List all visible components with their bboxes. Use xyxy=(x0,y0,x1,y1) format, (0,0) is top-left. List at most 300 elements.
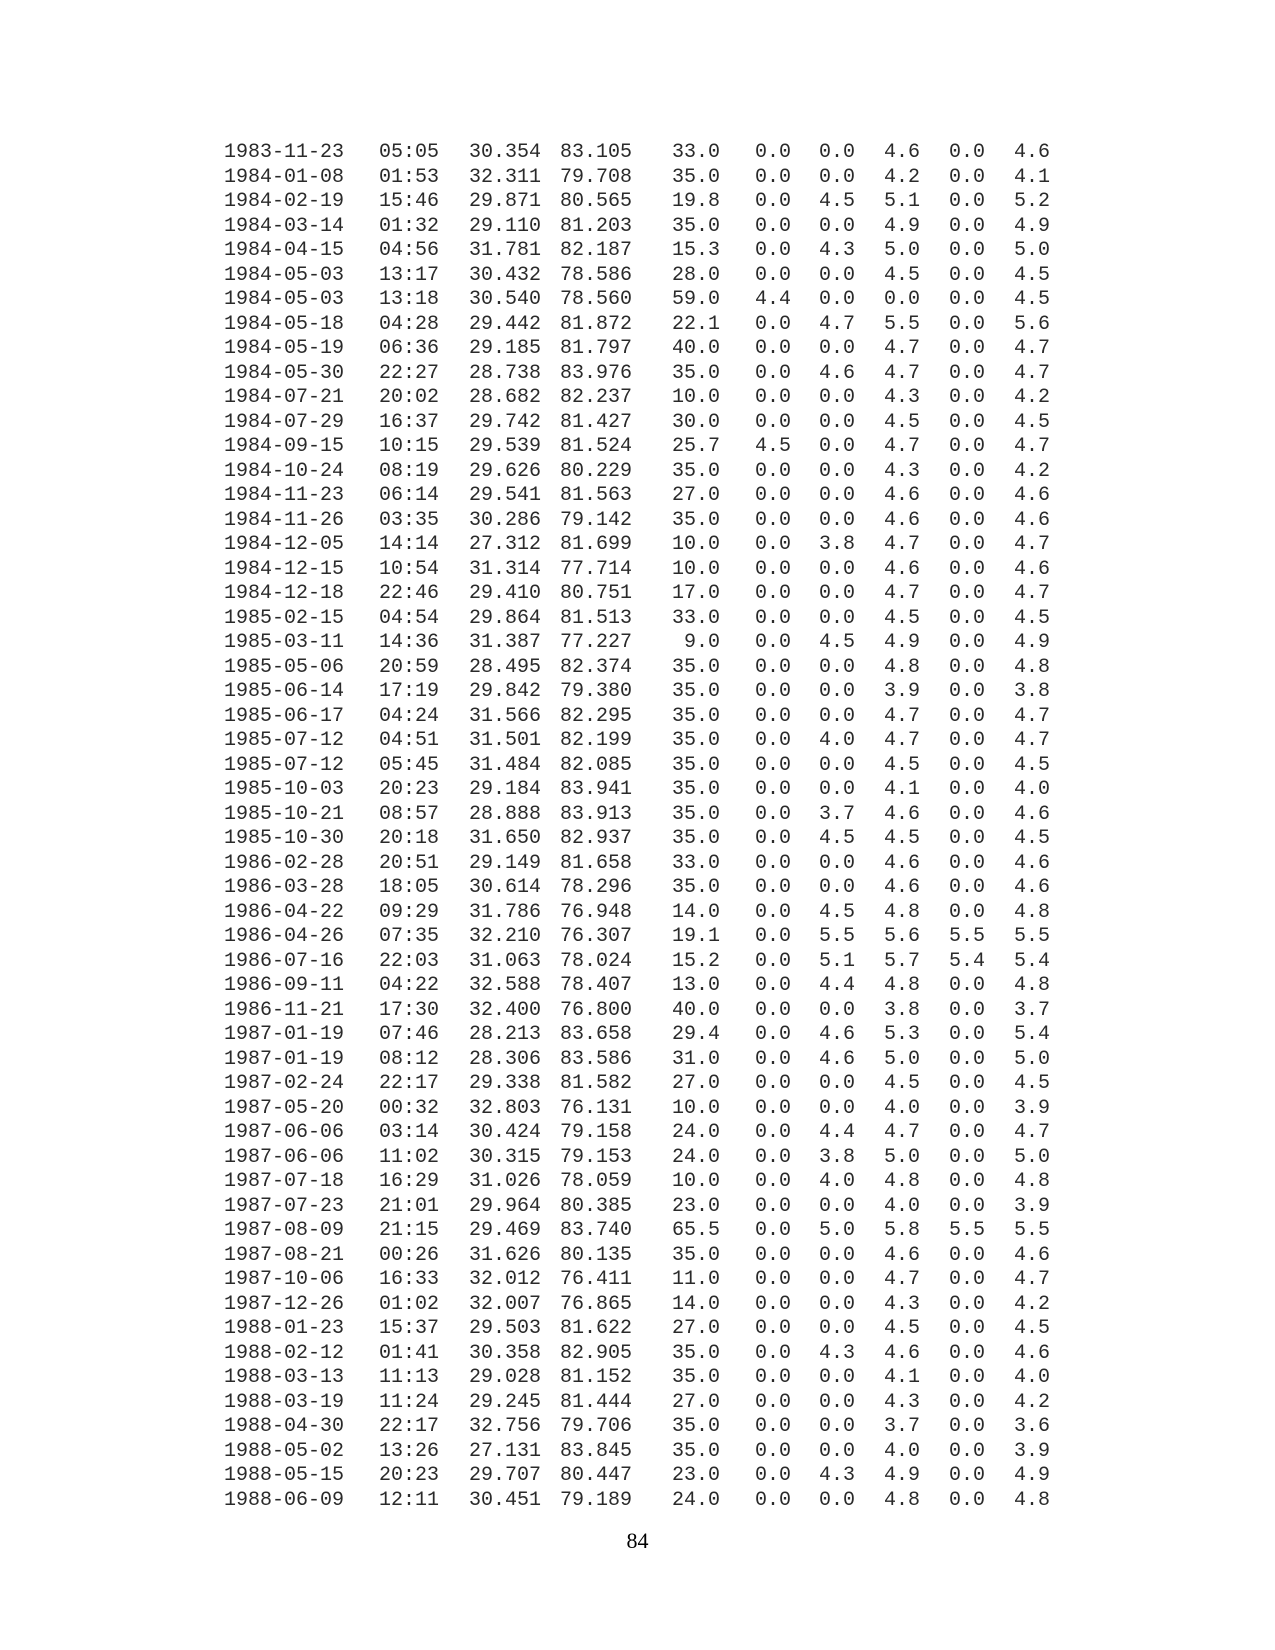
table-cell: 0.0 xyxy=(949,827,986,850)
table-cell: 78.024 xyxy=(560,949,633,973)
table-cell: 4.2 xyxy=(1014,459,1051,483)
table-row xyxy=(224,264,1054,289)
table-cell: 0.0 xyxy=(949,1341,986,1365)
table-cell: 4.6 xyxy=(884,557,921,581)
table-cell: 4.1 xyxy=(884,1366,921,1389)
table-cell: 0.0 xyxy=(949,1170,986,1193)
table-cell: 81.699 xyxy=(560,533,633,556)
table-cell: 79.142 xyxy=(560,508,633,532)
table-cell: 81.797 xyxy=(560,337,633,360)
table-cell: 4.7 xyxy=(884,704,921,728)
table-cell: 82.085 xyxy=(560,753,633,777)
table-cell: 0.0 xyxy=(949,410,986,434)
table-cell: 30.451 xyxy=(469,1488,542,1512)
table-cell: 3.8 xyxy=(1014,680,1051,703)
table-cell: 81.444 xyxy=(560,1390,633,1414)
table-cell: 0.0 xyxy=(755,1145,792,1169)
table-cell: 00:32 xyxy=(379,1096,440,1120)
table-cell: 01:02 xyxy=(379,1292,440,1316)
table-cell: 1988-04-30 xyxy=(224,1415,345,1438)
table-cell: 4.6 xyxy=(1014,508,1051,532)
table-cell: 04:54 xyxy=(379,606,440,630)
table-cell: 4.6 xyxy=(1014,851,1051,875)
table-cell: 22:17 xyxy=(379,1415,440,1438)
table-cell: 4.8 xyxy=(884,1170,921,1193)
table-cell: 1986-09-11 xyxy=(224,974,345,997)
table-cell: 35.0 xyxy=(672,361,721,385)
table-cell: 76.411 xyxy=(560,1268,633,1291)
table-cell: 40.0 xyxy=(672,337,721,360)
table-cell: 32.756 xyxy=(469,1415,542,1438)
table-cell: 1984-12-18 xyxy=(224,582,345,605)
table-cell: 4.1 xyxy=(884,778,921,801)
table-cell: 35.0 xyxy=(672,778,721,801)
table-cell: 4.4 xyxy=(819,1121,856,1144)
table-row xyxy=(224,411,1054,436)
table-cell: 0.0 xyxy=(755,1366,792,1389)
table-cell: 0.0 xyxy=(949,190,986,213)
table-row xyxy=(224,386,1054,411)
table-cell: 1984-12-05 xyxy=(224,533,345,556)
table-row xyxy=(224,166,1054,191)
table-cell: 0.0 xyxy=(949,263,986,287)
table-cell: 35.0 xyxy=(672,753,721,777)
table-cell: 5.0 xyxy=(884,239,921,262)
table-cell: 13:17 xyxy=(379,263,440,287)
table-cell: 33.0 xyxy=(672,141,721,164)
table-cell: 20:18 xyxy=(379,827,440,850)
table-cell: 3.9 xyxy=(884,680,921,703)
table-cell: 1985-07-12 xyxy=(224,753,345,777)
table-cell: 0.0 xyxy=(819,778,856,801)
table-cell: 4.6 xyxy=(1014,141,1051,164)
table-cell: 20:02 xyxy=(379,386,440,409)
table-cell: 10.0 xyxy=(672,557,721,581)
table-cell: 4.4 xyxy=(755,288,792,311)
table-cell: 0.0 xyxy=(819,1439,856,1463)
table-cell: 4.7 xyxy=(884,435,921,458)
table-row xyxy=(224,901,1054,926)
table-cell: 31.626 xyxy=(469,1243,542,1267)
table-row xyxy=(224,1391,1054,1416)
table-row xyxy=(224,484,1054,509)
table-cell: 28.0 xyxy=(672,263,721,287)
table-cell: 29.742 xyxy=(469,410,542,434)
table-cell: 27.0 xyxy=(672,1072,721,1095)
table-cell: 0.0 xyxy=(949,1243,986,1267)
table-cell: 27.0 xyxy=(672,484,721,507)
table-cell: 11:24 xyxy=(379,1390,440,1414)
table-cell: 4.5 xyxy=(1014,288,1051,311)
table-row xyxy=(224,1219,1054,1244)
table-cell: 19.1 xyxy=(672,925,721,948)
table-cell: 3.7 xyxy=(819,802,856,826)
table-row xyxy=(224,754,1054,779)
table-cell: 83.976 xyxy=(560,361,633,385)
table-cell: 0.0 xyxy=(949,1072,986,1095)
table-cell: 4.6 xyxy=(1014,1341,1051,1365)
table-cell: 4.5 xyxy=(884,1317,921,1340)
table-cell: 5.0 xyxy=(819,1219,856,1242)
table-cell: 4.7 xyxy=(1014,337,1051,360)
table-cell: 1984-07-29 xyxy=(224,410,345,434)
table-cell: 0.0 xyxy=(819,141,856,164)
table-cell: 29.245 xyxy=(469,1390,542,1414)
table-row xyxy=(224,239,1054,264)
table-row xyxy=(224,1342,1054,1367)
table-cell: 5.0 xyxy=(1014,1047,1051,1071)
table-cell: 4.6 xyxy=(1014,802,1051,826)
table-cell: 0.0 xyxy=(949,655,986,679)
table-cell: 04:51 xyxy=(379,729,440,752)
table-cell: 1985-06-14 xyxy=(224,680,345,703)
table-row xyxy=(224,1317,1054,1342)
table-cell: 1985-06-17 xyxy=(224,704,345,728)
table-cell: 0.0 xyxy=(949,386,986,409)
table-cell: 0.0 xyxy=(755,778,792,801)
table-cell: 83.845 xyxy=(560,1439,633,1463)
table-cell: 15:37 xyxy=(379,1317,440,1340)
table-cell: 0.0 xyxy=(819,655,856,679)
table-row xyxy=(224,1195,1054,1220)
table-cell: 0.0 xyxy=(819,337,856,360)
table-cell: 08:57 xyxy=(379,802,440,826)
table-cell: 0.0 xyxy=(819,704,856,728)
table-cell: 4.0 xyxy=(819,729,856,752)
table-cell: 0.0 xyxy=(949,851,986,875)
table-cell: 07:35 xyxy=(379,925,440,948)
table-cell: 11:02 xyxy=(379,1145,440,1169)
table-cell: 0.0 xyxy=(755,337,792,360)
table-cell: 82.295 xyxy=(560,704,633,728)
table-cell: 4.3 xyxy=(819,239,856,262)
table-cell: 80.135 xyxy=(560,1243,633,1267)
table-cell: 4.5 xyxy=(1014,827,1051,850)
table-cell: 5.0 xyxy=(1014,239,1051,262)
table-cell: 1987-01-19 xyxy=(224,1023,345,1046)
table-cell: 0.0 xyxy=(949,1121,986,1144)
table-cell: 76.131 xyxy=(560,1096,633,1120)
table-cell: 80.385 xyxy=(560,1194,633,1218)
table-cell: 0.0 xyxy=(949,729,986,752)
table-cell: 35.0 xyxy=(672,1243,721,1267)
table-cell: 78.059 xyxy=(560,1170,633,1193)
table-cell: 32.007 xyxy=(469,1292,542,1316)
table-cell: 0.0 xyxy=(819,753,856,777)
table-cell: 35.0 xyxy=(672,508,721,532)
table-cell: 32.400 xyxy=(469,998,542,1022)
table-cell: 35.0 xyxy=(672,729,721,752)
table-cell: 4.5 xyxy=(1014,753,1051,777)
table-cell: 08:12 xyxy=(379,1047,440,1071)
table-cell: 4.7 xyxy=(1014,533,1051,556)
table-cell: 65.5 xyxy=(672,1219,721,1242)
table-cell: 59.0 xyxy=(672,288,721,311)
table-cell: 76.948 xyxy=(560,900,633,924)
table-cell: 0.0 xyxy=(755,1390,792,1414)
table-row xyxy=(224,509,1054,534)
table-cell: 0.0 xyxy=(949,631,986,654)
table-cell: 0.0 xyxy=(819,557,856,581)
table-cell: 81.203 xyxy=(560,214,633,238)
table-row xyxy=(224,362,1054,387)
table-cell: 4.3 xyxy=(819,1464,856,1487)
table-cell: 4.7 xyxy=(1014,1268,1051,1291)
table-cell: 1988-05-15 xyxy=(224,1464,345,1487)
table-cell: 1984-05-03 xyxy=(224,288,345,311)
table-cell: 22:27 xyxy=(379,361,440,385)
table-cell: 0.0 xyxy=(755,1219,792,1242)
table-cell: 29.4 xyxy=(672,1023,721,1046)
table-cell: 0.0 xyxy=(755,900,792,924)
table-cell: 29.864 xyxy=(469,606,542,630)
table-cell: 0.0 xyxy=(884,288,921,311)
table-cell: 20:51 xyxy=(379,851,440,875)
table-cell: 4.2 xyxy=(884,165,921,189)
table-cell: 10:15 xyxy=(379,435,440,458)
table-cell: 0.0 xyxy=(755,263,792,287)
table-row xyxy=(224,1268,1054,1293)
earthquake-data-table xyxy=(224,141,1054,1513)
table-cell: 1985-07-12 xyxy=(224,729,345,752)
table-row xyxy=(224,1048,1054,1073)
table-cell: 83.586 xyxy=(560,1047,633,1071)
table-cell: 0.0 xyxy=(755,1194,792,1218)
table-cell: 0.0 xyxy=(949,1317,986,1340)
table-cell: 0.0 xyxy=(755,925,792,948)
table-cell: 1984-12-15 xyxy=(224,557,345,581)
table-cell: 0.0 xyxy=(755,557,792,581)
table-cell: 0.0 xyxy=(949,361,986,385)
table-cell: 4.8 xyxy=(884,1488,921,1512)
table-cell: 4.5 xyxy=(1014,1317,1051,1340)
table-cell: 78.296 xyxy=(560,876,633,899)
table-cell: 1984-09-15 xyxy=(224,435,345,458)
table-cell: 30.614 xyxy=(469,876,542,899)
table-cell: 17.0 xyxy=(672,582,721,605)
table-cell: 4.9 xyxy=(884,631,921,654)
table-cell: 4.5 xyxy=(884,753,921,777)
table-cell: 0.0 xyxy=(755,655,792,679)
table-cell: 3.8 xyxy=(819,1145,856,1169)
table-cell: 23.0 xyxy=(672,1464,721,1487)
table-cell: 4.0 xyxy=(1014,1366,1051,1389)
table-cell: 29.964 xyxy=(469,1194,542,1218)
table-cell: 30.0 xyxy=(672,410,721,434)
table-cell: 28.306 xyxy=(469,1047,542,1071)
table-cell: 0.0 xyxy=(949,704,986,728)
table-cell: 0.0 xyxy=(755,876,792,899)
table-cell: 29.503 xyxy=(469,1317,542,1340)
table-cell: 32.311 xyxy=(469,165,542,189)
table-cell: 1986-02-28 xyxy=(224,851,345,875)
table-cell: 04:56 xyxy=(379,239,440,262)
table-cell: 76.800 xyxy=(560,998,633,1022)
table-cell: 24.0 xyxy=(672,1145,721,1169)
table-row xyxy=(224,1146,1054,1171)
table-cell: 4.0 xyxy=(884,1194,921,1218)
table-cell: 4.8 xyxy=(1014,655,1051,679)
table-cell: 77.714 xyxy=(560,557,633,581)
table-cell: 4.3 xyxy=(819,1341,856,1365)
table-cell: 5.6 xyxy=(884,925,921,948)
table-cell: 4.2 xyxy=(1014,1390,1051,1414)
table-cell: 4.7 xyxy=(1014,1121,1051,1144)
table-row xyxy=(224,313,1054,338)
table-cell: 29.871 xyxy=(469,190,542,213)
table-cell: 82.937 xyxy=(560,827,633,850)
table-cell: 0.0 xyxy=(949,1292,986,1316)
table-cell: 1988-03-13 xyxy=(224,1366,345,1389)
table-cell: 09:29 xyxy=(379,900,440,924)
table-cell: 4.8 xyxy=(1014,900,1051,924)
table-row xyxy=(224,705,1054,730)
table-cell: 0.0 xyxy=(755,1072,792,1095)
table-cell: 1986-04-22 xyxy=(224,900,345,924)
table-cell: 0.0 xyxy=(949,508,986,532)
table-cell: 1984-07-21 xyxy=(224,386,345,409)
table-cell: 4.0 xyxy=(884,1096,921,1120)
table-cell: 4.5 xyxy=(819,900,856,924)
table-cell: 5.0 xyxy=(1014,1145,1051,1169)
table-cell: 0.0 xyxy=(819,1096,856,1120)
table-cell: 5.0 xyxy=(884,1047,921,1071)
table-cell: 28.495 xyxy=(469,655,542,679)
table-cell: 3.9 xyxy=(1014,1096,1051,1120)
table-cell: 0.0 xyxy=(819,386,856,409)
table-cell: 24.0 xyxy=(672,1488,721,1512)
table-cell: 0.0 xyxy=(949,557,986,581)
table-cell: 29.541 xyxy=(469,484,542,507)
table-cell: 28.738 xyxy=(469,361,542,385)
table-cell: 0.0 xyxy=(819,1243,856,1267)
table-row xyxy=(224,925,1054,950)
table-cell: 29.539 xyxy=(469,435,542,458)
table-cell: 1988-05-02 xyxy=(224,1439,345,1463)
table-cell: 4.3 xyxy=(884,1390,921,1414)
table-cell: 4.6 xyxy=(1014,557,1051,581)
table-cell: 30.354 xyxy=(469,141,542,164)
table-cell: 4.1 xyxy=(1014,165,1051,189)
table-cell: 5.7 xyxy=(884,949,921,973)
table-cell: 35.0 xyxy=(672,680,721,703)
table-cell: 1987-02-24 xyxy=(224,1072,345,1095)
table-cell: 0.0 xyxy=(819,263,856,287)
table-cell: 11.0 xyxy=(672,1268,721,1291)
table-cell: 04:28 xyxy=(379,312,440,336)
table-cell: 0.0 xyxy=(949,680,986,703)
table-cell: 0.0 xyxy=(755,1121,792,1144)
table-cell: 0.0 xyxy=(819,484,856,507)
table-cell: 4.5 xyxy=(755,435,792,458)
table-row xyxy=(224,582,1054,607)
table-cell: 1984-11-23 xyxy=(224,484,345,507)
table-cell: 0.0 xyxy=(755,141,792,164)
table-cell: 0.0 xyxy=(755,1317,792,1340)
table-cell: 30.540 xyxy=(469,288,542,311)
table-cell: 81.622 xyxy=(560,1317,633,1340)
table-cell: 4.9 xyxy=(1014,631,1051,654)
table-cell: 81.524 xyxy=(560,435,633,458)
table-cell: 4.6 xyxy=(884,508,921,532)
table-cell: 0.0 xyxy=(819,998,856,1022)
table-cell: 29.110 xyxy=(469,214,542,238)
table-cell: 28.888 xyxy=(469,802,542,826)
table-cell: 0.0 xyxy=(949,802,986,826)
table-cell: 5.4 xyxy=(1014,949,1051,973)
table-cell: 4.7 xyxy=(884,729,921,752)
table-cell: 18:05 xyxy=(379,876,440,899)
table-cell: 15.2 xyxy=(672,949,721,973)
table-cell: 29.842 xyxy=(469,680,542,703)
table-cell: 4.7 xyxy=(884,533,921,556)
table-cell: 0.0 xyxy=(755,974,792,997)
table-cell: 0.0 xyxy=(949,435,986,458)
table-cell: 20:59 xyxy=(379,655,440,679)
table-cell: 4.3 xyxy=(884,1292,921,1316)
table-cell: 1987-05-20 xyxy=(224,1096,345,1120)
table-cell: 0.0 xyxy=(755,459,792,483)
table-cell: 0.0 xyxy=(949,1194,986,1218)
page-number: 84 xyxy=(626,1528,649,1553)
table-cell: 0.0 xyxy=(949,459,986,483)
table-cell: 31.566 xyxy=(469,704,542,728)
table-cell: 83.913 xyxy=(560,802,633,826)
table-cell: 30.432 xyxy=(469,263,542,287)
table-cell: 32.588 xyxy=(469,974,542,997)
table-cell: 1984-11-26 xyxy=(224,508,345,532)
table-row xyxy=(224,827,1054,852)
table-cell: 4.8 xyxy=(1014,1170,1051,1193)
table-cell: 4.8 xyxy=(884,900,921,924)
table-cell: 4.7 xyxy=(1014,435,1051,458)
table-cell: 0.0 xyxy=(819,214,856,238)
table-cell: 0.0 xyxy=(819,1194,856,1218)
table-cell: 1984-02-19 xyxy=(224,190,345,213)
table-cell: 29.185 xyxy=(469,337,542,360)
table-cell: 1983-11-23 xyxy=(224,141,345,164)
table-cell: 5.5 xyxy=(1014,1219,1051,1242)
table-cell: 5.5 xyxy=(819,925,856,948)
table-cell: 1985-10-21 xyxy=(224,802,345,826)
table-cell: 0.0 xyxy=(949,337,986,360)
table-cell: 0.0 xyxy=(949,606,986,630)
table-cell: 10.0 xyxy=(672,1096,721,1120)
table-cell: 17:19 xyxy=(379,680,440,703)
table-cell: 5.5 xyxy=(949,1219,986,1242)
table-cell: 83.941 xyxy=(560,778,633,801)
table-cell: 78.407 xyxy=(560,974,633,997)
table-row xyxy=(224,1293,1054,1318)
table-cell: 4.6 xyxy=(884,141,921,164)
table-cell: 29.410 xyxy=(469,582,542,605)
table-cell: 1987-10-06 xyxy=(224,1268,345,1291)
table-cell: 32.210 xyxy=(469,925,542,948)
table-cell: 0.0 xyxy=(755,165,792,189)
table-cell: 40.0 xyxy=(672,998,721,1022)
table-cell: 0.0 xyxy=(755,1243,792,1267)
table-cell: 16:33 xyxy=(379,1268,440,1291)
table-cell: 5.5 xyxy=(884,312,921,336)
table-cell: 22.1 xyxy=(672,312,721,336)
table-cell: 16:29 xyxy=(379,1170,440,1193)
table-cell: 31.387 xyxy=(469,631,542,654)
table-cell: 0.0 xyxy=(949,484,986,507)
table-cell: 1986-11-21 xyxy=(224,998,345,1022)
table-row xyxy=(224,876,1054,901)
table-row xyxy=(224,1415,1054,1440)
table-cell: 06:36 xyxy=(379,337,440,360)
